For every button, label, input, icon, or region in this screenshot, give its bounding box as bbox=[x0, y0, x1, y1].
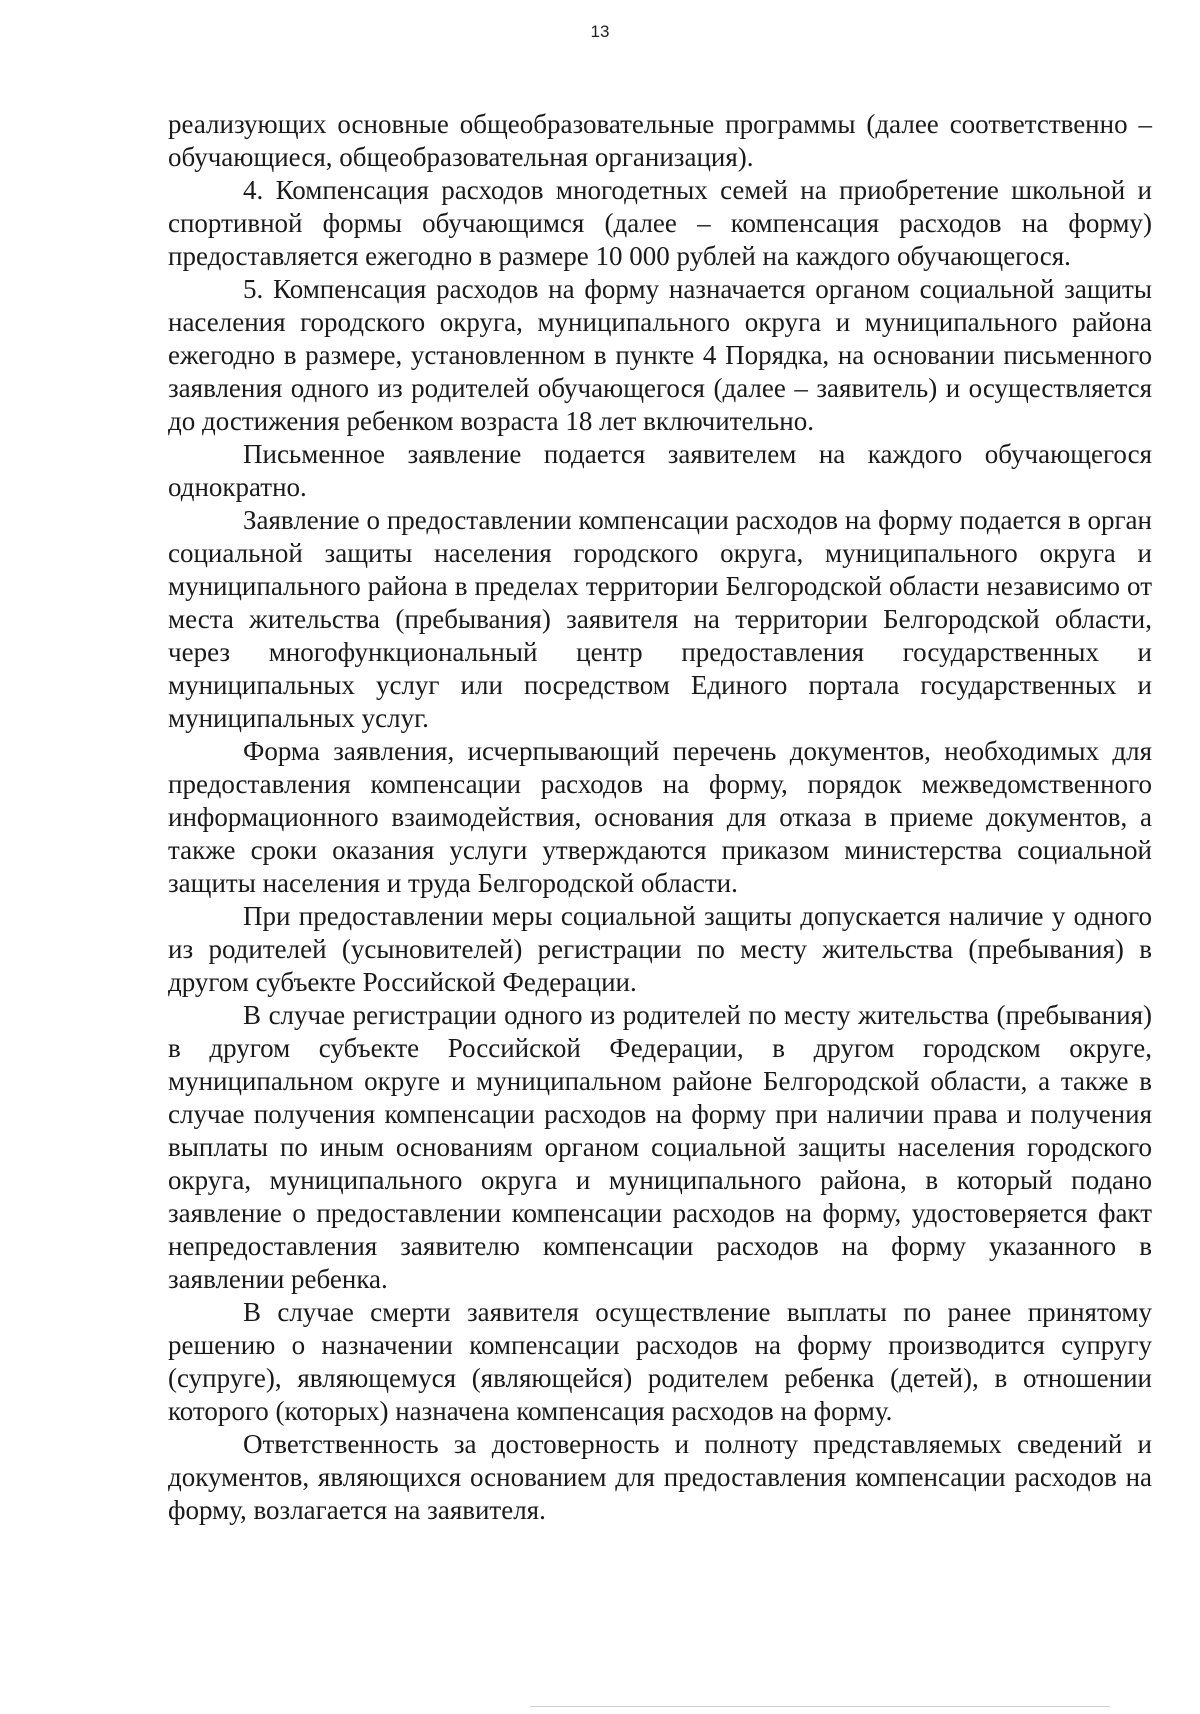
scan-artifact-line bbox=[530, 1706, 1110, 1707]
paragraph-registration-case: В случае регистрации одного из родителей по месту жительства (пребывания) в другом субъекте Российской Федерации, в другом городском округе, муниципальном округе и муниципальном районе Белгородской области, а также в случае получения компенсации расходов на форму при наличии права и получения выплаты по иным основаниям органом социальной защиты населения городского округа, муниципального округа и муниципального района, в который подано заявление о предоставлении компенсации расходов на форму, удостоверяется факт непредоставления заявителю компенсации расходов на форму указанного в заявлении ребенка. bbox=[168, 1000, 1152, 1294]
paragraph-responsibility: Ответственность за достоверность и полноту представляемых сведений и документов, являющихся основанием для предоставления компенсации расходов на форму, возлагается на заявителя. bbox=[168, 1429, 1152, 1525]
paragraph-death-case: В случае смерти заявителя осуществление выплаты по ранее принятому решению о назначении компенсации расходов на форму производится супругу (супруге), являющемуся (являющейся) родителем ребенка (детей), в отношении которого (которых) назначена компенсация расходов на форму. bbox=[168, 1297, 1152, 1426]
page-number: 13 bbox=[590, 22, 610, 41]
paragraph-written-application: Письменное заявление подается заявителем на каждого обучающегося однократно. bbox=[168, 439, 1152, 502]
paragraph-application-submission: Заявление о предоставлении компенсации расходов на форму подается в орган социальной защиты населения городского округа, муниципального округа и муниципального района в пределах территории Белгородской области независимо от места жительства (пребывания) заявителя на территории Белгородской области, через многофункциональный центр предоставления государственных и муниципальных услуг или посредством Единого портала государственных и муниципальных услуг. bbox=[168, 505, 1152, 733]
paragraph-continuation: реализующих основные общеобразовательные программы (далее соответственно – обучающиеся, общеобразовательная организация). bbox=[168, 109, 1152, 172]
paragraph-item-5: 5. Компенсация расходов на форму назначается органом социальной защиты населения городского округа, муниципального округа и муниципального района ежегодно в размере, установленном в пункте 4 Порядка, на основании письменного заявления одного из родителей обучающегося (далее – заявитель) и осуществляется до достижения ребенком возраста 18 лет включительно. bbox=[168, 274, 1152, 436]
paragraph-item-4: 4. Компенсация расходов многодетных семей на приобретение школьной и спортивной формы обучающимся (далее – компенсация расходов на форму) предоставляется ежегодно в размере 10 000 рублей на каждого обучающегося. bbox=[168, 175, 1152, 271]
document-body bbox=[168, 108, 1152, 1527]
paragraph-registration-allowance: При предоставлении меры социальной защиты допускается наличие у одного из родителей (усыновителей) регистрации по месту жительства (пребывания) в другом субъекте Российской Федерации. bbox=[168, 901, 1152, 997]
paragraph-application-form: Форма заявления, исчерпывающий перечень документов, необходимых для предоставления компенсации расходов на форму, порядок межведомственного информационного взаимодействия, основания для отказа в приеме документов, а также сроки оказания услуги утверждаются приказом министерства социальной защиты населения и труда Белгородской области. bbox=[168, 736, 1152, 898]
